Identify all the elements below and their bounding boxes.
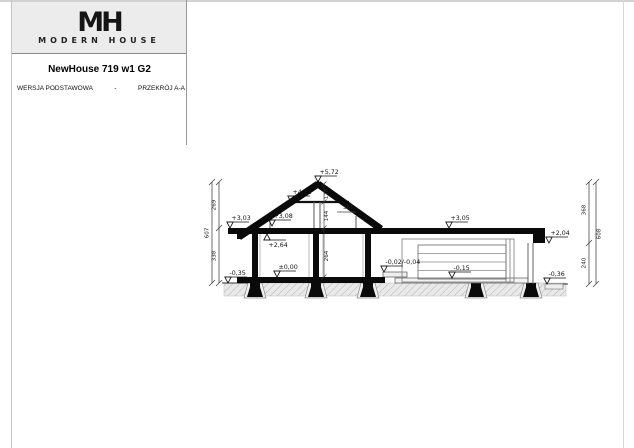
level-marker [544, 271, 566, 284]
drawing-label: PRZEKRÓJ A-A [138, 85, 185, 92]
level-marker [381, 259, 420, 272]
level-label: +4,52 [292, 189, 312, 196]
level-marker [449, 265, 471, 278]
level-marker-icon [227, 222, 233, 228]
level-marker [227, 215, 251, 228]
garage-right-wall [528, 243, 533, 284]
flat-roof-edge-cap [533, 228, 545, 243]
dimension-text: 607 [204, 227, 211, 239]
dimension-text: 240 [581, 257, 588, 269]
level-label: +3,08 [273, 213, 293, 220]
floor-slab [237, 277, 385, 283]
brand-name: MODERN HOUSE [38, 35, 160, 45]
level-marker-icon [546, 237, 552, 243]
level-label: -0,36 [548, 271, 565, 278]
dimension-text: 608 [596, 228, 603, 240]
dimension-text: 368 [581, 204, 588, 216]
level-label: +3,05 [450, 215, 470, 222]
level-label: -0,15 [453, 265, 470, 272]
level-marker-icon [446, 222, 452, 228]
dimension-text: 144 [324, 210, 330, 222]
level-marker-icon [449, 272, 455, 278]
level-marker-icon [264, 234, 270, 240]
level-marker-icon [274, 271, 280, 277]
level-marker-icon [225, 277, 231, 283]
level-label: +3,03 [231, 215, 251, 222]
level-marker-icon [381, 266, 387, 272]
interior-finish-lines [260, 234, 363, 277]
right-wall [365, 234, 371, 277]
level-label: +5,72 [319, 169, 339, 176]
level-label: +2,04 [550, 230, 570, 237]
middle-wall [313, 234, 319, 277]
dimension-text: 338 [211, 250, 218, 262]
dimension-text: 264 [324, 250, 330, 262]
left-wall [252, 234, 258, 277]
ceiling-slab [228, 228, 545, 234]
dimension-text: 120 [324, 188, 330, 200]
level-marker [274, 264, 298, 277]
version-label: WERSJA PODSTAWOWA [17, 85, 93, 92]
generated-annotations [205, 169, 603, 284]
right-paving-step [545, 284, 563, 289]
separator: - [114, 85, 117, 92]
ground-hatch [224, 283, 566, 296]
level-marker [446, 215, 470, 228]
level-marker [315, 169, 339, 182]
level-label: ±0,00 [278, 264, 298, 271]
level-label: -0,35 [229, 270, 246, 277]
level-label: -0,02/-0,04 [385, 259, 421, 266]
level-label: +2,64 [268, 242, 288, 249]
left-eave-fascia [237, 231, 241, 239]
dimension-text: 269 [211, 199, 218, 211]
level-marker [264, 234, 288, 249]
project-title: NewHouse 719 w1 G2 [48, 64, 151, 75]
walls [252, 234, 371, 277]
level-marker [546, 230, 570, 243]
dimension-text: 36° [343, 205, 353, 211]
brand-monogram: MH [77, 6, 121, 38]
